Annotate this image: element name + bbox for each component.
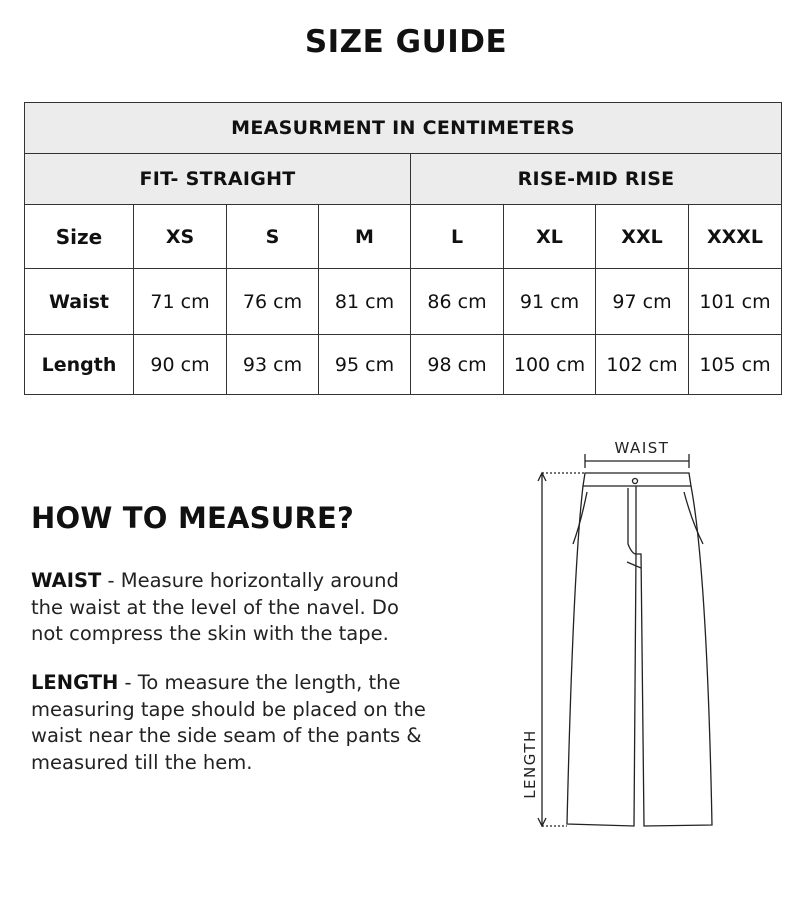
length-instruction <box>31 670 436 776</box>
length-cell: 98 cm <box>411 335 504 395</box>
size-cell: XXL <box>596 205 689 269</box>
length-cell: 93 cm <box>227 335 319 395</box>
waist-term: WAIST <box>31 569 102 592</box>
waist-diagram-label: WAIST <box>614 439 670 457</box>
fly-stitch <box>628 488 636 554</box>
how-to-measure-title: HOW TO MEASURE? <box>31 501 355 535</box>
size-cell: L <box>411 205 504 269</box>
button-icon <box>633 479 638 484</box>
waist-row-label: Waist <box>25 269 134 335</box>
waist-instruction <box>31 568 436 648</box>
fit-label: FIT- STRAIGHT <box>25 154 411 205</box>
table-header: MEASURMENT IN CENTIMETERS <box>25 103 782 154</box>
length-cell: 105 cm <box>689 335 782 395</box>
length-cell: 95 cm <box>319 335 411 395</box>
table-row <box>25 335 782 395</box>
table-row <box>25 269 782 335</box>
waist-cell: 91 cm <box>504 269 596 335</box>
length-cell: 100 cm <box>504 335 596 395</box>
length-diagram-label: LENGTH <box>521 729 539 799</box>
length-description: - To measure the length, the measuring tape should be placed on the waist near the side seam of the pants & measured till the hem. <box>31 671 426 774</box>
waist-cell: 71 cm <box>134 269 227 335</box>
waist-cell: 86 cm <box>411 269 504 335</box>
waist-description: - Measure horizontally around the waist at the level of the navel. Do not compress the skin with the tape. <box>31 569 399 645</box>
pants-measure-diagram <box>515 432 730 842</box>
table-row <box>25 205 782 269</box>
length-cell: 90 cm <box>134 335 227 395</box>
crotch-detail <box>627 562 641 568</box>
waist-cell: 101 cm <box>689 269 782 335</box>
size-cell: XL <box>504 205 596 269</box>
waist-cell: 76 cm <box>227 269 319 335</box>
pants-outline <box>567 486 712 826</box>
page-title: SIZE GUIDE <box>304 24 508 60</box>
size-table <box>24 102 782 395</box>
size-cell: S <box>227 205 319 269</box>
size-row-label: Size <box>25 205 134 269</box>
size-cell: XXXL <box>689 205 782 269</box>
length-term: LENGTH <box>31 671 119 694</box>
waist-cell: 97 cm <box>596 269 689 335</box>
rise-label: RISE-MID RISE <box>411 154 782 205</box>
length-row-label: Length <box>25 335 134 395</box>
size-cell: XS <box>134 205 227 269</box>
length-cell: 102 cm <box>596 335 689 395</box>
size-cell: M <box>319 205 411 269</box>
waist-cell: 81 cm <box>319 269 411 335</box>
